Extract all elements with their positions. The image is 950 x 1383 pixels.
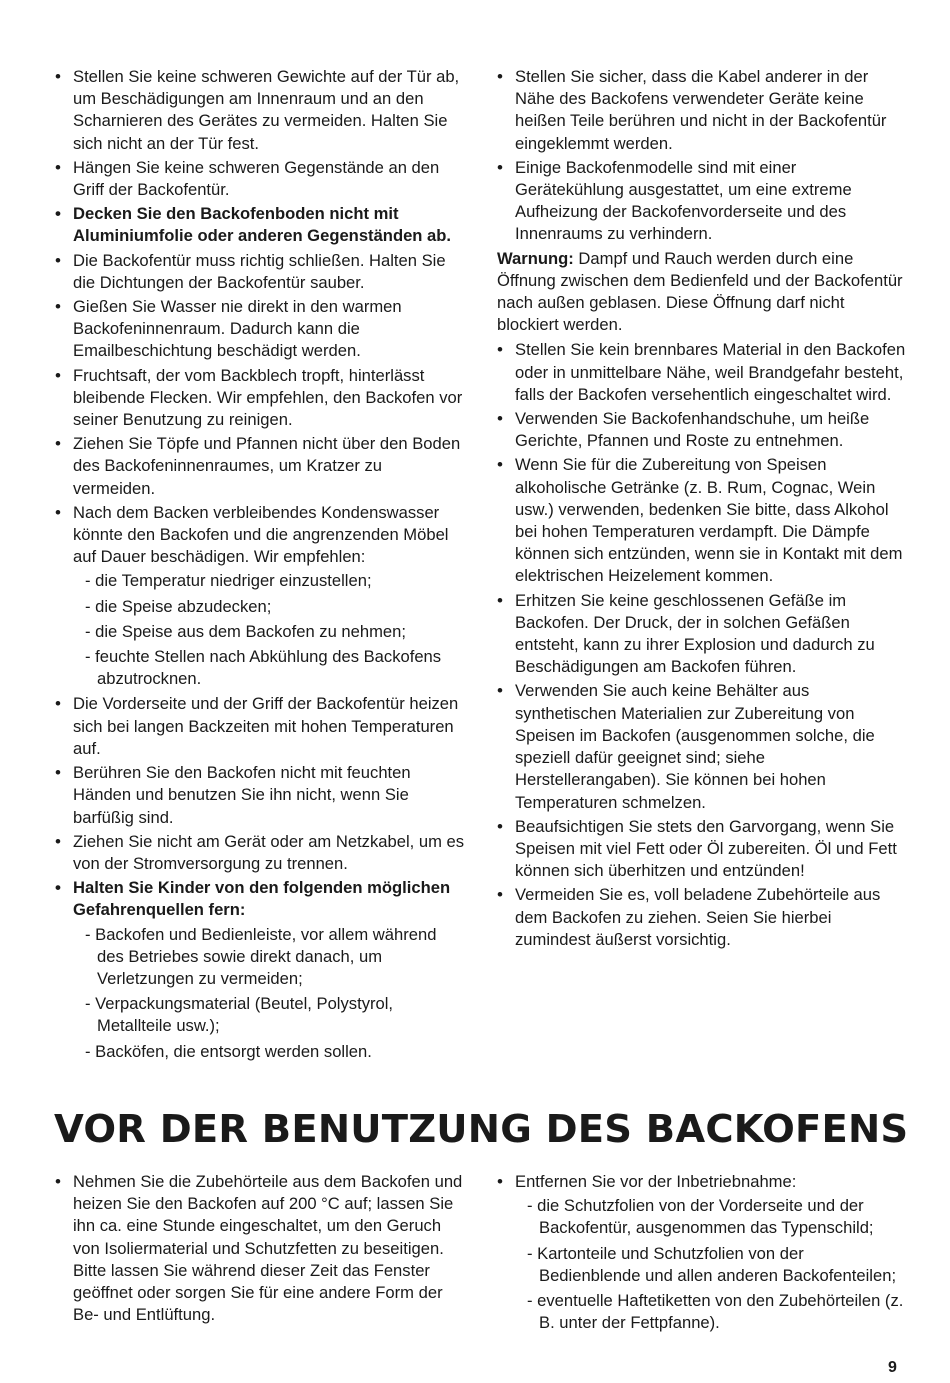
sub-item: - die Temperatur niedriger einzustellen; (85, 571, 372, 591)
bullet-item: • Einige Backofenmodelle sind mit einer Gerätekühlung ausgestattet, um eine extreme Aufheizung der Backofenvorderseite und des Innenraums zu verhindern. (497, 157, 907, 246)
bullet-item: • Beaufsichtigen Sie stets den Garvorgang, wenn Sie Speisen mit viel Fett oder Öl zubereiten. Öl und Fett können sich überhitzen und entzünden! (497, 816, 907, 883)
bullet-item: • Wenn Sie für die Zubereitung von Speisen alkoholische Getränke (z. B. Rum, Cognac, Wein usw.) verwenden, bedenken Sie bitte, dass Alkohol bei hohen Temperaturen verdampft. Die Dämpfe können sich entzünden, wenn sie in Kontakt mit dem elektrischen Heizelement kommen. (497, 454, 907, 587)
sub-item: - die Schutzfolien von der Vorderseite und der Backofentür, ausgenommen das Typenschild; (527, 1196, 874, 1238)
sub-item: - Verpackungsmaterial (Beutel, Polystyrol, Metallteile usw.); (85, 994, 394, 1036)
bullet-item: • Stellen Sie kein brennbares Material in den Backofen oder in unmittelbare Nähe, weil Brandgefahr besteht, falls der Backofen versehentlich eingeschaltet wird. (497, 339, 907, 406)
bullet-item: • Berühren Sie den Backofen nicht mit feuchten Händen und benutzen Sie ihn nicht, wenn Sie barfüßig sind. (55, 762, 465, 829)
bullet-item: • Erhitzen Sie keine geschlossenen Gefäße im Backofen. Der Druck, der in solchen Gefäßen entsteht, kann zu ihrer Explosion und dadurch zu Beschädigungen am Backofen führen. (497, 590, 907, 679)
sub-item: - eventuelle Haftetiketten von den Zubehörteilen (z. B. unter der Fettpfanne). (527, 1291, 904, 1333)
bullet-item: • Die Backofentür muss richtig schließen. Halten Sie die Dichtungen der Backofentür sauber. (55, 250, 465, 294)
bullet-item: • Nehmen Sie die Zubehörteile aus dem Backofen und heizen Sie den Backofen auf 200 °C auf; lassen Sie ihn ca. eine Stunde eingeschaltet, um den Geruch von Isoliermaterial und Schutzfetten zu beseitigen. Bitte lassen Sie während dieser Zeit das Fenster geöffnet oder sorgen Sie für eine andere Form der Be- und Entlüftung. (55, 1171, 465, 1326)
warning-paragraph (497, 248, 907, 337)
warning-text: Dampf und Rauch werden durch eine Öffnung zwischen dem Bedienfeld und der Backofentür nach außen geblasen. Diese Öffnung darf nicht blockiert werden. (497, 248, 903, 335)
safety-instructions-right-column (497, 66, 907, 953)
bullet-item: • Ziehen Sie nicht am Gerät oder am Netzkabel, um es von der Stromversorgung zu trennen. (55, 831, 465, 875)
bullet-item: • Ziehen Sie Töpfe und Pfannen nicht über den Boden des Backofeninnenraumes, um Kratzer zu vermeiden. (55, 433, 465, 500)
safety-instructions-left-column (55, 66, 465, 1066)
bullet-item: • Stellen Sie sicher, dass die Kabel anderer in der Nähe des Backofens verwendeter Geräte keine heißen Teile berühren und nicht in der Backofentür eingeklemmt werden. (497, 66, 907, 155)
before-use-right-column (497, 1171, 907, 1337)
before-use-left-column (55, 1171, 465, 1328)
bullet-item: • Verwenden Sie auch keine Behälter aus synthetischen Materialien zur Zubereitung von Speisen im Backofen (ausgenommen solche, die speziell dafür geeignet sind; siehe Herstellerangaben). Sie können bei hohen Temperaturen schmelzen. (497, 680, 907, 813)
sub-item: - feuchte Stellen nach Abkühlung des Backofens abzutrocknen. (85, 647, 442, 689)
sub-item: - Kartonteile und Schutzfolien von der Bedienblende und allen anderen Backofenteilen; (527, 1243, 897, 1285)
bullet-item: • Entfernen Sie vor der Inbetriebnahme: (497, 1171, 907, 1193)
warning-label: Warnung: (497, 248, 574, 268)
page-number: 9 (888, 1359, 897, 1376)
sub-item: - Backöfen, die entsorgt werden sollen. (85, 1041, 372, 1061)
bullet-item: • Nach dem Backen verbleibendes Kondenswasser könnte den Backofen und die angrenzenden Möbel auf Dauer beschädigen. Wir empfehlen: (55, 502, 465, 569)
section-heading: VOR DER BENUTZUNG DES BACKOFENS (54, 1107, 909, 1152)
sub-item: - Backofen und Bedienleiste, vor allem während des Betriebes sowie direkt danach, um Verletzungen zu vermeiden; (85, 924, 437, 988)
bullet-item: • Decken Sie den Backofenboden nicht mit Aluminiumfolie oder anderen Gegenständen ab. (55, 203, 465, 247)
bullet-item: • Hängen Sie keine schweren Gegenstände an den Griff der Backofentür. (55, 157, 465, 201)
bullet-item: • Gießen Sie Wasser nie direkt in den warmen Backofeninnenraum. Dadurch kann die Emailbeschichtung beschädigt werden. (55, 296, 465, 363)
sub-item: - die Speise abzudecken; (85, 596, 272, 616)
bullet-item: • Halten Sie Kinder von den folgenden möglichen Gefahrenquellen fern: (55, 877, 465, 921)
bullet-item: • Fruchtsaft, der vom Backblech tropft, hinterlässt bleibende Flecken. Wir empfehlen, den Backofen vor seiner Benutzung zu reinigen. (55, 365, 465, 432)
bullet-item: • Vermeiden Sie es, voll beladene Zubehörteile aus dem Backofen zu ziehen. Seien Sie hierbei zumindest äußerst vorsichtig. (497, 884, 907, 951)
sub-item: - die Speise aus dem Backofen zu nehmen; (85, 621, 407, 641)
bullet-item: • Die Vorderseite und der Griff der Backofentür heizen sich bei langen Backzeiten mit hohen Temperaturen auf. (55, 693, 465, 760)
bullet-item: • Verwenden Sie Backofenhandschuhe, um heiße Gerichte, Pfannen und Roste zu entnehmen. (497, 408, 907, 452)
bullet-item: • Stellen Sie keine schweren Gewichte auf der Tür ab, um Beschädigungen am Innenraum und an den Scharnieren des Gerätes zu vermeiden. Halten Sie sich nicht an der Tür fest. (55, 66, 465, 155)
